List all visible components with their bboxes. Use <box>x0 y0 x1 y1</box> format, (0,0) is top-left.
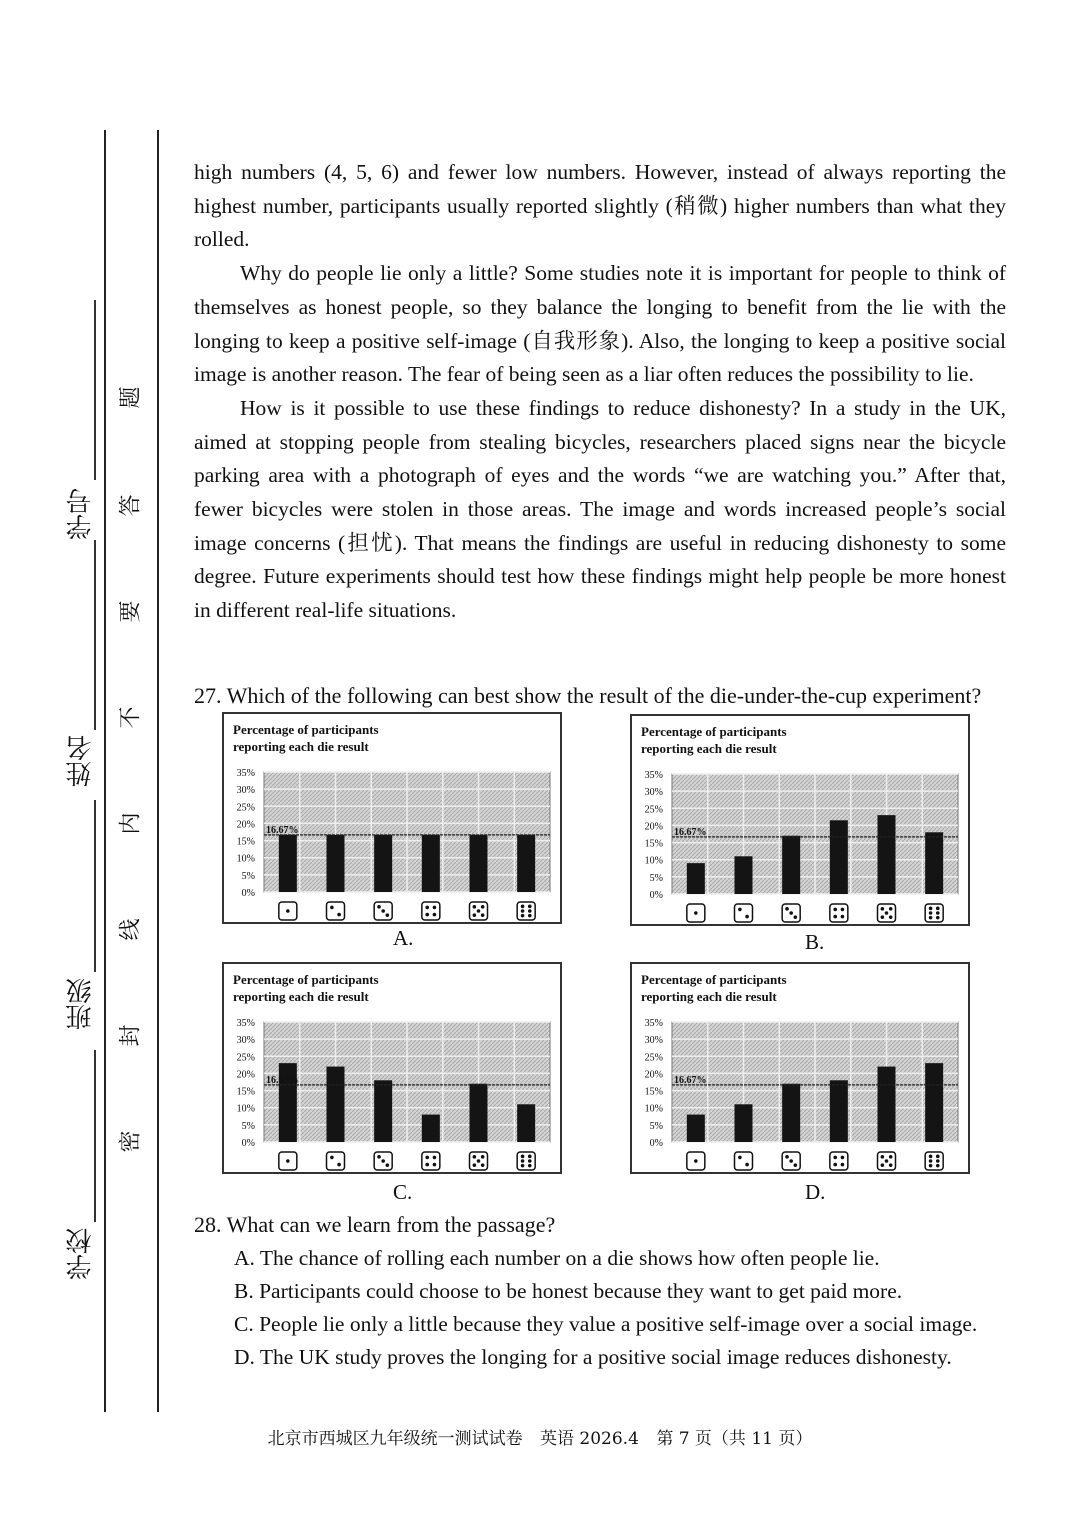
die-pip <box>794 915 798 919</box>
die-pip <box>386 1163 390 1167</box>
die-pip <box>936 911 940 915</box>
die-pip <box>433 906 437 910</box>
die-pip <box>473 1163 477 1167</box>
chart-d-ytick: 0% <box>649 1138 663 1149</box>
die-pip <box>794 1163 798 1167</box>
footer-subject: 英语 2026.4 <box>540 1429 639 1449</box>
chart-a-title-line2: reporting each die result <box>233 739 369 754</box>
die-pip <box>929 911 933 915</box>
chart-d-ytick: 25% <box>644 1052 663 1064</box>
chart-b-ytick: 5% <box>649 872 663 884</box>
seal-char-7: 封 <box>118 1024 144 1047</box>
chart-b-bar-2 <box>735 856 753 894</box>
die-pip <box>528 1155 532 1159</box>
chart-c-bar-3 <box>374 1080 392 1142</box>
die-pip <box>694 1159 698 1163</box>
die-pip <box>833 1156 837 1160</box>
die-pip <box>936 907 940 911</box>
chart-b-bar-3 <box>782 836 800 894</box>
die-pip <box>929 1159 933 1163</box>
die-pip <box>481 1155 485 1159</box>
option-b-label[interactable]: B. <box>805 930 825 954</box>
chart-d-bar-5 <box>878 1067 896 1142</box>
chart-c-title-line2: reporting each die result <box>233 989 369 1004</box>
chart-c-ytick: 15% <box>236 1086 255 1098</box>
die-pip <box>929 916 933 920</box>
chart-b-ytick: 20% <box>644 821 663 833</box>
option-c-label[interactable]: C. <box>393 1180 413 1204</box>
die-pip <box>936 1155 940 1159</box>
die-pip <box>929 1155 933 1159</box>
die-pip <box>738 1156 742 1160</box>
die-pip <box>789 911 793 915</box>
die-pip <box>881 1155 885 1159</box>
die-pip <box>889 915 893 919</box>
die-pip <box>477 909 481 913</box>
page-footer <box>0 1424 1080 1449</box>
die-pip <box>381 1159 385 1163</box>
chart-c-ytick: 35% <box>236 1018 255 1029</box>
die-pip <box>881 1163 885 1167</box>
chart-c-svg <box>224 964 560 1172</box>
chart-c-bar-4 <box>422 1115 440 1142</box>
die-pip <box>425 1163 429 1167</box>
chart-d-title-line1: Percentage of participants <box>641 972 787 987</box>
chart-a-title-line1: Percentage of participants <box>233 722 379 737</box>
chart-d-bar-1 <box>687 1115 705 1142</box>
chart-b-ytick: 10% <box>644 855 663 867</box>
chart-d-box[interactable] <box>630 962 970 1174</box>
die-pip <box>473 905 477 909</box>
die-pip <box>936 1164 940 1168</box>
seal-char-5: 内 <box>118 812 144 835</box>
die-pip <box>889 1163 893 1167</box>
die-pip <box>473 1155 477 1159</box>
chart-c-reference-label: 16.67% <box>266 1074 299 1086</box>
die-pip <box>738 908 742 912</box>
chart-d-ytick: 10% <box>644 1103 663 1115</box>
die-pip <box>885 1159 889 1163</box>
die-pip <box>433 913 437 917</box>
die-pip <box>337 913 341 917</box>
die-pip <box>286 1159 290 1163</box>
die-pip <box>286 909 290 913</box>
chart-c-bar-6 <box>517 1104 535 1142</box>
die-face-2-icon <box>327 902 345 920</box>
die-pip <box>833 908 837 912</box>
chart-d-ytick: 15% <box>644 1086 663 1098</box>
question-28-option-c[interactable]: C. People lie only a little because they value a positive self-image over a social image. <box>234 1312 978 1336</box>
chart-b-ytick: 0% <box>649 890 663 901</box>
chart-a-bar-6 <box>517 835 535 892</box>
passage-paragraph-3: How is it possible to use these findings to reduce dishonesty? In a study in the UK, aimed at stopping people from stealing bicycles, researchers placed signs near the bicycle parking area with a photograph of eyes and the words “we are watching you.” After that, fewer bicycles were stolen in those areas. The image and words increased people’s social image concerns (担忧). That means the findings are useful in reducing dishonesty to some degree. Future experiments should test how these findings might help people be more honest in different real-life situations. <box>194 395 1006 623</box>
class-blank[interactable] <box>94 800 96 972</box>
binding-line-outer <box>104 130 106 1412</box>
seal-char-8: 密 <box>118 1130 144 1153</box>
name-blank[interactable] <box>94 540 96 730</box>
seal-char-2: 答 <box>118 494 144 517</box>
chart-d-ytick: 5% <box>649 1120 663 1132</box>
die-pip <box>521 1164 525 1168</box>
die-pip <box>528 1164 532 1168</box>
die-face-6-icon <box>517 1152 535 1170</box>
die-pip <box>833 1163 837 1167</box>
chart-d-bar-4 <box>830 1080 848 1142</box>
chart-d-title-line2: reporting each die result <box>641 989 777 1004</box>
chart-c-ytick: 0% <box>241 1138 255 1149</box>
chart-d-ytick: 20% <box>644 1069 663 1081</box>
die-pip <box>425 913 429 917</box>
die-face-4-icon <box>830 1152 848 1170</box>
question-28-option-a[interactable]: A. The chance of rolling each number on a die shows how often people lie. <box>234 1246 880 1270</box>
die-pip <box>745 1163 749 1167</box>
class-label: 班级 <box>66 978 96 1030</box>
chart-d-svg <box>632 964 968 1172</box>
die-pip <box>330 1156 334 1160</box>
die-pip <box>425 906 429 910</box>
die-face-2-icon <box>327 1152 345 1170</box>
chart-a-box[interactable] <box>222 712 562 924</box>
die-pip <box>433 1156 437 1160</box>
chart-b-ytick: 30% <box>644 787 663 799</box>
die-pip <box>841 915 845 919</box>
chart-a-svg <box>224 714 560 922</box>
die-pip <box>745 915 749 919</box>
chart-b-reference-label: 16.67% <box>674 826 707 838</box>
die-pip <box>386 913 390 917</box>
chart-b-bar-6 <box>925 832 943 894</box>
die-pip <box>377 905 381 909</box>
option-d-label[interactable]: D. <box>805 1180 826 1204</box>
chart-c-ytick: 30% <box>236 1035 255 1047</box>
die-pip <box>425 1156 429 1160</box>
chart-c-box[interactable] <box>222 962 562 1174</box>
chart-c-ytick: 20% <box>236 1069 255 1081</box>
chart-d-reference-label: 16.67% <box>674 1074 707 1086</box>
die-face-2-icon <box>735 904 753 922</box>
school-label: 学校 <box>66 1228 96 1280</box>
chart-c-bar-5 <box>470 1084 488 1142</box>
question-28-option-b[interactable]: B. Participants could choose to be honest because they want to get paid more. <box>234 1279 903 1303</box>
chart-d-ytick: 30% <box>644 1035 663 1047</box>
die-pip <box>789 1159 793 1163</box>
question-28-stem: 28. What can we learn from the passage? <box>194 1212 556 1237</box>
chart-a-ytick: 5% <box>241 870 255 882</box>
name-label: 姓名 <box>66 735 96 787</box>
chart-d-bar-6 <box>925 1063 943 1142</box>
chart-b-bar-4 <box>830 820 848 894</box>
chart-b-ytick: 15% <box>644 838 663 850</box>
die-pip <box>885 911 889 915</box>
student-id-label: 学号 <box>66 488 96 540</box>
die-pip <box>936 916 940 920</box>
die-pip <box>481 905 485 909</box>
die-face-4-icon <box>422 1152 440 1170</box>
chart-a-bar-4 <box>422 835 440 892</box>
die-face-6-icon <box>925 904 943 922</box>
chart-c-bar-2 <box>327 1067 345 1142</box>
die-pip <box>330 906 334 910</box>
die-pip <box>521 905 525 909</box>
die-face-4-icon <box>422 902 440 920</box>
chart-c-title-line1: Percentage of participants <box>233 972 379 987</box>
die-pip <box>881 907 885 911</box>
chart-a-bar-5 <box>470 835 488 892</box>
die-pip <box>929 907 933 911</box>
binding-line-inner <box>157 130 159 1412</box>
die-pip <box>377 1155 381 1159</box>
chart-a-ytick: 10% <box>236 853 255 865</box>
die-pip <box>521 1159 525 1163</box>
die-pip <box>929 1164 933 1168</box>
chart-d-ytick: 35% <box>644 1018 663 1029</box>
seal-char-4: 不 <box>118 706 144 729</box>
chart-b-bar-1 <box>687 863 705 894</box>
die-pip <box>694 911 698 915</box>
chart-b-ytick: 35% <box>644 770 663 781</box>
chart-a-reference-label: 16.67% <box>266 824 299 836</box>
chart-a-ytick: 30% <box>236 785 255 797</box>
die-pip <box>889 907 893 911</box>
die-pip <box>528 1159 532 1163</box>
chart-a-ytick: 25% <box>236 802 255 814</box>
die-face-6-icon <box>517 902 535 920</box>
die-pip <box>889 1155 893 1159</box>
die-pip <box>521 914 525 918</box>
chart-b-bar-5 <box>878 815 896 894</box>
die-pip <box>521 1155 525 1159</box>
chart-a-bar-3 <box>374 835 392 892</box>
chart-a-bar-2 <box>327 835 345 892</box>
chart-a-ytick: 35% <box>236 768 255 779</box>
chart-a-ytick: 15% <box>236 836 255 848</box>
die-face-2-icon <box>735 1152 753 1170</box>
die-pip <box>785 907 789 911</box>
chart-c-ytick: 25% <box>236 1052 255 1064</box>
passage-paragraph-1: high numbers (4, 5, 6) and fewer low numbers. However, instead of always reporting the highest number, participants usually reported slightly (稍微) higher numbers than what they rolled. <box>194 160 1006 252</box>
die-face-4-icon <box>830 904 848 922</box>
die-pip <box>381 909 385 913</box>
die-pip <box>473 913 477 917</box>
die-pip <box>521 909 525 913</box>
seal-char-6: 线 <box>118 918 144 941</box>
die-pip <box>881 915 885 919</box>
die-pip <box>528 914 532 918</box>
student-id-blank[interactable] <box>94 300 96 480</box>
die-pip <box>841 1156 845 1160</box>
chart-b-ytick: 25% <box>644 804 663 816</box>
die-pip <box>936 1159 940 1163</box>
chart-d-bar-3 <box>782 1084 800 1142</box>
footer-exam-title: 北京市西城区九年级统一测试试卷 <box>267 1429 523 1449</box>
chart-c-ytick: 5% <box>241 1120 255 1132</box>
chart-a-ytick: 0% <box>241 888 255 899</box>
die-pip <box>785 1155 789 1159</box>
die-pip <box>528 909 532 913</box>
footer-page-number: 第 7 页（共 11 页） <box>656 1429 813 1449</box>
option-a-label[interactable]: A. <box>393 926 414 950</box>
chart-b-title-line1: Percentage of participants <box>641 724 787 739</box>
chart-a-ytick: 20% <box>236 819 255 831</box>
die-pip <box>337 1163 341 1167</box>
die-pip <box>841 1163 845 1167</box>
die-pip <box>833 915 837 919</box>
die-pip <box>481 1163 485 1167</box>
die-pip <box>841 908 845 912</box>
question-28-option-d[interactable]: D. The UK study proves the longing for a positive social image reduces dishonesty. <box>234 1345 952 1369</box>
die-pip <box>477 1159 481 1163</box>
seal-char-1: 题 <box>118 386 144 409</box>
school-blank[interactable] <box>94 1050 96 1222</box>
chart-d-bar-2 <box>735 1104 753 1142</box>
seal-char-3: 要 <box>118 600 144 623</box>
reading-passage <box>194 156 1006 628</box>
die-pip <box>528 905 532 909</box>
chart-b-svg <box>632 716 968 924</box>
die-pip <box>433 1163 437 1167</box>
chart-b-title-line2: reporting each die result <box>641 741 777 756</box>
die-pip <box>481 913 485 917</box>
passage-paragraph-2: Why do people lie only a little? Some studies note it is important for people to think of themselves as honest people, so they balance the longing to benefit from the lie with the longing to keep a positive self-image (自我形象). Also, the longing to keep a positive social image is another reason. The fear of being seen as a liar often reduces the possibility to lie. <box>194 261 1006 387</box>
die-face-6-icon <box>925 1152 943 1170</box>
chart-b-box[interactable] <box>630 714 970 926</box>
chart-c-ytick: 10% <box>236 1103 255 1115</box>
chart-a-bar-1 <box>279 835 297 892</box>
question-27-stem: 27. Which of the following can best show the result of the die-under-the-cup experiment? <box>194 683 982 708</box>
